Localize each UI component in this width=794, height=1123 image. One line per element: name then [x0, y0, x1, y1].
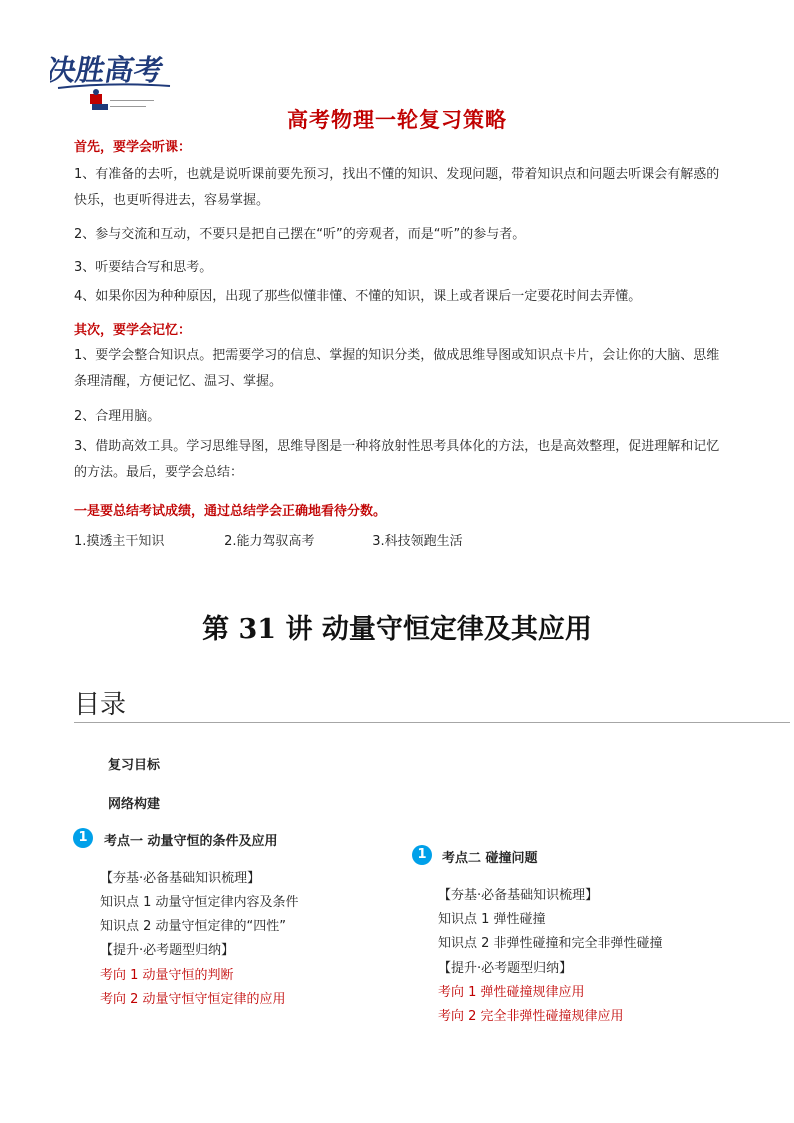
toc-topic-two[interactable]: 考点二 碰撞问题	[442, 851, 538, 866]
strategy-list	[74, 530, 463, 549]
strategy-item: 2.能力驾驭高考	[224, 534, 315, 549]
strategy-item: 3.科技领跑生活	[372, 534, 463, 549]
toc-line[interactable]: 知识点 2 动量守恒定律的“四性”	[100, 919, 287, 934]
toc-line[interactable]: 【夯基·必备基础知识梳理】	[438, 888, 599, 903]
logo-text: 决胜高考	[50, 53, 167, 87]
toc-divider	[74, 722, 790, 723]
paragraph: 4、如果你因为种种原因，出现了那些似懂非懂、不懂的知识，课上或者课后一定要花时间去弄懂。	[74, 289, 642, 304]
number-badge-icon: 1	[412, 845, 432, 865]
summary-red: 一是要总结考试成绩，通过总结学会正确地看待分数。	[74, 504, 387, 519]
toc-review-goals[interactable]: 复习目标	[108, 758, 161, 773]
toc-line[interactable]: 考向 1 弹性碰撞规律应用	[438, 985, 585, 1000]
toc-line[interactable]: 知识点 1 弹性碰撞	[438, 912, 546, 927]
paragraph: 2、合理用脑。	[74, 409, 161, 424]
paragraph: 2、参与交流和互动，不要只是把自己摆在“听”的旁观者，而是“听”的参与者。	[74, 227, 526, 242]
main-title: 高考物理一轮复习策略	[287, 108, 507, 132]
toc-line[interactable]: 【提升·必考题型归纳】	[438, 961, 573, 976]
paragraph: 3、听要结合写和思考。	[74, 260, 213, 275]
section-heading-listening: 首先，要学会听课：	[74, 140, 192, 155]
toc-line[interactable]: 知识点 2 非弹性碰撞和完全非弹性碰撞	[438, 936, 663, 951]
toc-heading: 目录	[74, 690, 127, 720]
toc-network[interactable]: 网络构建	[108, 797, 161, 812]
toc-line[interactable]: 知识点 1 动量守恒定律内容及条件	[100, 895, 299, 910]
toc-line[interactable]: 【提升·必考题型归纳】	[100, 943, 235, 958]
lecture-title	[0, 607, 794, 646]
toc-line[interactable]: 考向 2 完全非弹性碰撞规律应用	[438, 1009, 624, 1024]
number-badge-icon: 1	[73, 828, 93, 848]
paragraph: 3、借助高效工具。学习思维导图，思维导图是一种将放射性思考具体化的方法，也是高效整理，促进理解和记忆的方法。最后，要学会总结：	[74, 439, 720, 480]
toc-line[interactable]: 考向 2 动量守恒守恒定律的应用	[100, 992, 286, 1007]
toc-line[interactable]: 【夯基·必备基础知识梳理】	[100, 871, 261, 886]
paragraph: 1、要学会整合知识点。把需要学习的信息、掌握的知识分类，做成思维导图或知识点卡片，会让你的大脑、思维条理清醒，方便记忆、温习、掌握。	[74, 348, 720, 389]
toc-line[interactable]: 考向 1 动量守恒的判断	[100, 968, 234, 983]
paragraph: 1、有准备的去听，也就是说听课前要先预习，找出不懂的知识、发现问题，带着知识点和问题去听课会有解惑的快乐，也更听得进去，容易掌握。	[74, 167, 720, 208]
strategy-item: 1.摸透主干知识	[74, 534, 165, 549]
section-heading-memory: 其次，要学会记忆：	[74, 323, 192, 338]
toc-topic-one[interactable]: 考点一 动量守恒的条件及应用	[104, 834, 278, 849]
lecture-suffix: 讲 动量守恒定律及其应用	[276, 614, 592, 645]
lecture-number: 31	[238, 614, 277, 645]
lecture-prefix: 第	[202, 614, 239, 645]
